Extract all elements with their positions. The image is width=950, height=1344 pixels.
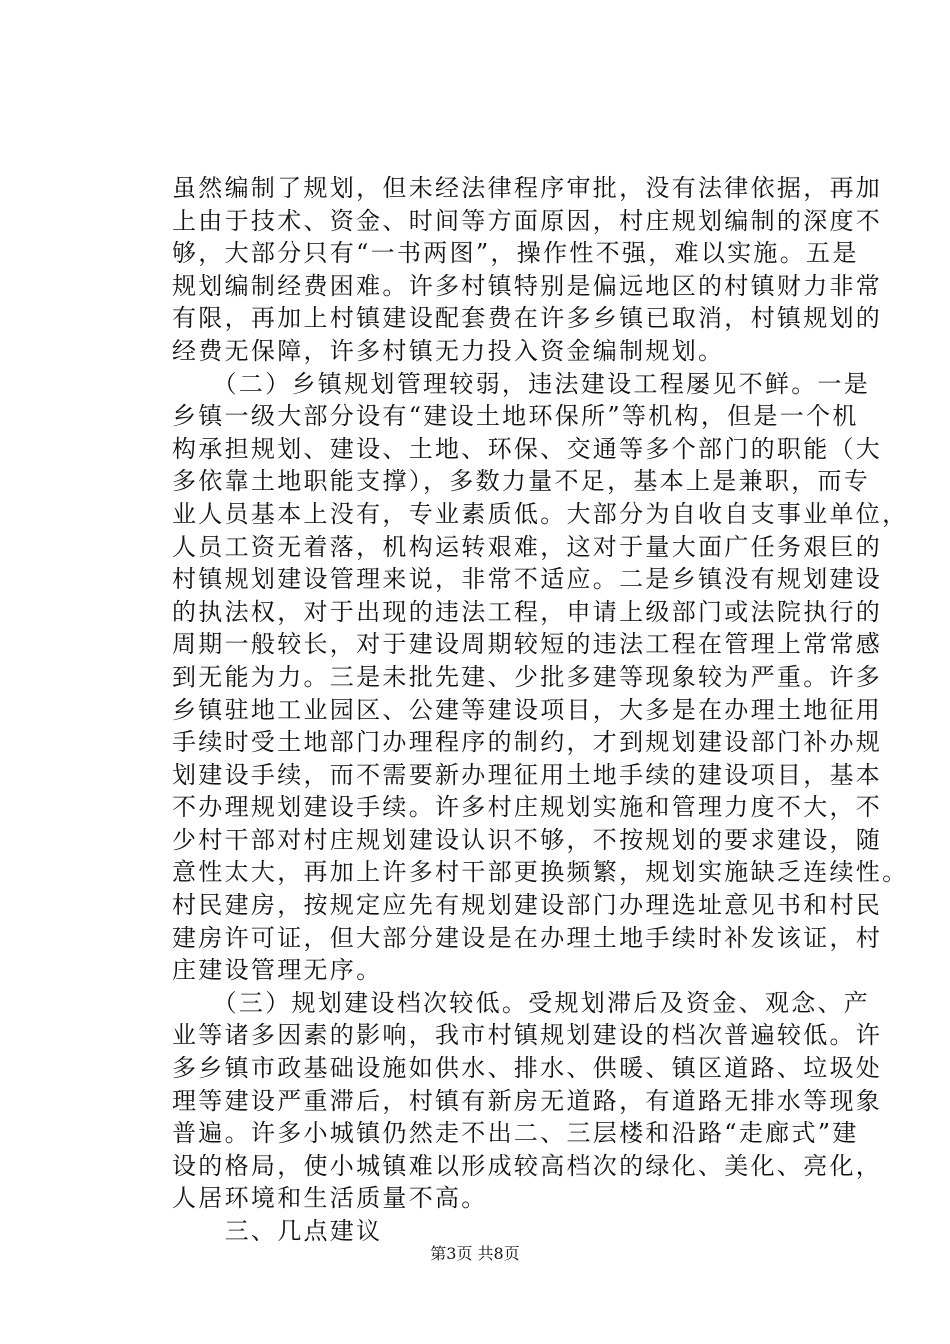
- text-line: 乡镇一级大部分设有“建设土地环保所”等机构，但是一个机: [172, 402, 859, 431]
- text-line: 够，大部分只有“一书两图”，操作性不强，难以实施。五是: [172, 239, 859, 268]
- text-line: 理等建设严重滞后，村镇有新房无道路，有道路无排水等现象: [172, 1086, 883, 1115]
- text-line: （二）乡镇规划管理较弱，违法建设工程屡见不鲜。一是: [172, 369, 871, 398]
- text-line: 规划编制经费困难。许多村镇特别是偏远地区的村镇财力非常: [172, 271, 883, 300]
- text-line: 手续时受土地部门办理程序的制约，才到规划建设部门补办规: [172, 728, 883, 757]
- text-line: 划建设手续，而不需要新办理征用土地手续的建设项目，基本: [172, 760, 883, 789]
- text-line: 乡镇驻地工业园区、公建等建设项目，大多是在办理土地征用: [172, 695, 883, 724]
- text-line: 上由于技术、资金、时间等方面原因，村庄规划编制的深度不: [172, 206, 883, 235]
- text-line: 少村干部对村庄规划建设认识不够，不按规划的要求建设，随: [172, 825, 883, 854]
- text-line: 建房许可证，但大部分建设是在办理土地手续时补发该证，村: [172, 923, 883, 952]
- text-line: 意性太大，再加上许多村干部更换频繁，规划实施缺乏连续性。: [172, 858, 909, 887]
- text-line: 有限，再加上村镇建设配套费在许多乡镇已取消，村镇规划的: [172, 304, 883, 333]
- text-line: 多依靠土地职能支撑），多数力量不足，基本上是兼职，而专: [172, 467, 871, 496]
- text-line: 到无能为力。三是未批先建、少批多建等现象较为严重。许多: [172, 662, 883, 691]
- text-line: 构承担规划、建设、土地、环保、交通等多个部门的职能（大: [172, 434, 883, 463]
- text-line: 庄建设管理无序。: [172, 956, 383, 985]
- text-line: 不办理规划建设手续。许多村庄规划实施和管理力度不大，不: [172, 793, 883, 822]
- text-line: 人员工资无着落，机构运转艰难，这对于量大面广任务艰巨的: [172, 532, 883, 561]
- text-line: （三）规划建设档次较低。受规划滞后及资金、观念、产: [172, 988, 871, 1017]
- page-footer: 第3页 共8页: [430, 1244, 520, 1263]
- text-line: 村民建房，按规定应先有规划建设部门办理选址意见书和村民: [172, 891, 883, 920]
- text-line: 设的格局，使小城镇难以形成较高档次的绿化、美化、亮化，: [172, 1151, 883, 1180]
- body-text: [172, 172, 909, 1248]
- text-line: 业人员基本上没有，专业素质低。大部分为自收自支事业单位，: [172, 499, 909, 528]
- text-line: 的执法权，对于出现的违法工程，申请上级部门或法院执行的: [172, 597, 883, 626]
- text-line: 业等诸多因素的影响，我市村镇规划建设的档次普遍较低。许: [172, 1021, 883, 1050]
- text-line: 人居环境和生活质量不高。: [172, 1184, 488, 1213]
- text-line: 虽然编制了规划，但未经法律程序审批，没有法律依据，再加: [172, 174, 883, 202]
- text-line: 普遍。许多小城镇仍然走不出二、三层楼和沿路“走廊式”建: [172, 1119, 859, 1148]
- text-line: 经费无保障，许多村镇无力投入资金编制规划。: [172, 336, 725, 365]
- text-line: 村镇规划建设管理来说，非常不适应。二是乡镇没有规划建设: [172, 565, 883, 594]
- text-line: 三、几点建议: [172, 1217, 383, 1245]
- text-line: 周期一般较长，对于建设周期较短的违法工程在管理上常常感: [172, 630, 883, 659]
- text-line: 多乡镇市政基础设施如供水、排水、供暖、镇区道路、垃圾处: [172, 1054, 883, 1083]
